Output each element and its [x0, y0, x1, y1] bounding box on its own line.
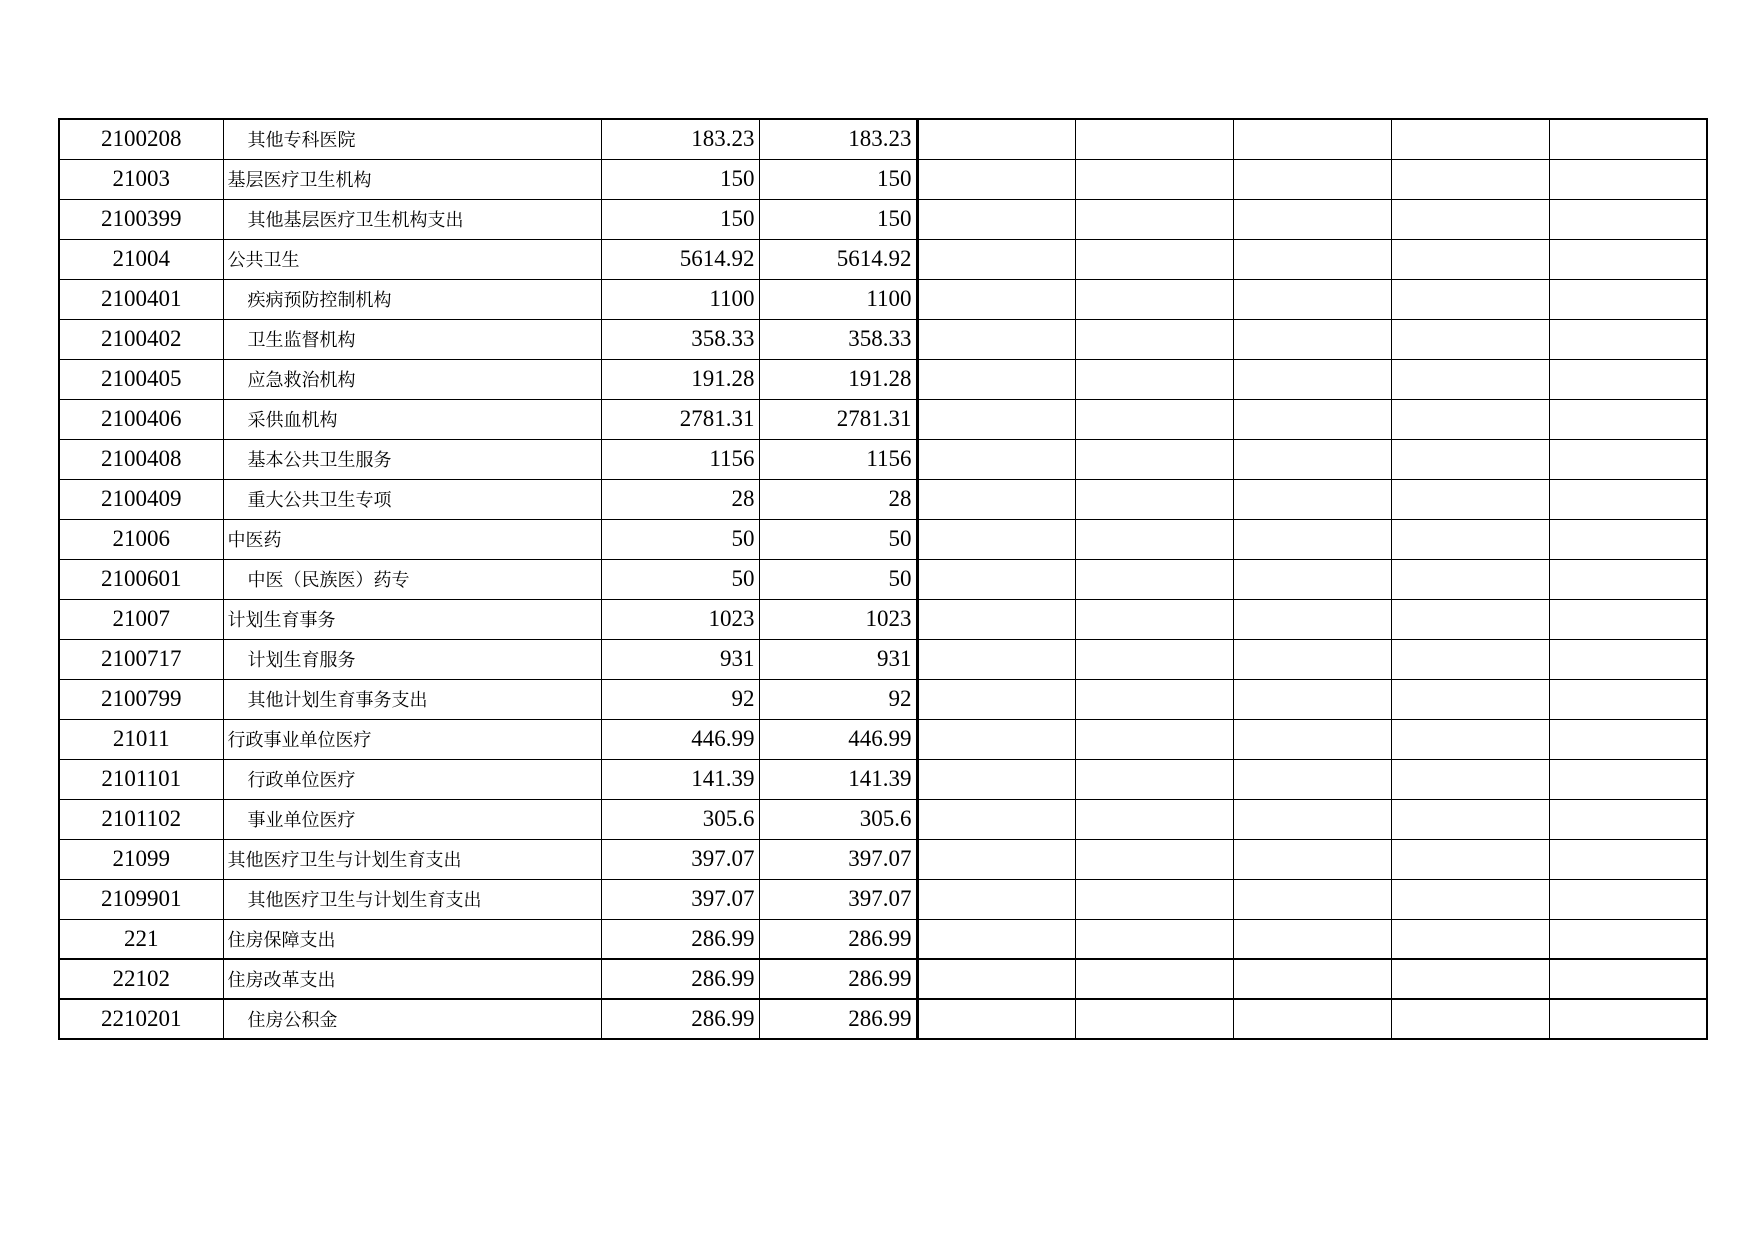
empty-cell: [917, 199, 1075, 239]
empty-cell: [1549, 839, 1707, 879]
code-cell: 2100717: [59, 639, 223, 679]
empty-cell: [917, 319, 1075, 359]
empty-cell: [1233, 879, 1391, 919]
empty-cell: [1391, 279, 1549, 319]
empty-cell: [1233, 959, 1391, 999]
empty-cell: [917, 879, 1075, 919]
empty-cell: [1075, 479, 1233, 519]
amount-cell: 183.23: [759, 119, 917, 159]
empty-cell: [1549, 919, 1707, 959]
empty-cell: [1391, 159, 1549, 199]
empty-cell: [1391, 439, 1549, 479]
empty-cell: [917, 279, 1075, 319]
amount-cell: 397.07: [601, 879, 759, 919]
empty-cell: [1233, 479, 1391, 519]
empty-cell: [1391, 319, 1549, 359]
empty-cell: [1549, 679, 1707, 719]
empty-cell: [1549, 519, 1707, 559]
empty-cell: [1075, 959, 1233, 999]
amount-cell: 931: [601, 639, 759, 679]
empty-cell: [1391, 879, 1549, 919]
empty-cell: [917, 399, 1075, 439]
table-row: [59, 599, 1707, 639]
empty-cell: [917, 999, 1075, 1039]
empty-cell: [1075, 519, 1233, 559]
amount-cell: 397.07: [601, 839, 759, 879]
empty-cell: [1075, 359, 1233, 399]
empty-cell: [1075, 199, 1233, 239]
name-cell: 基本公共卫生服务: [223, 439, 601, 479]
amount-cell: 286.99: [601, 999, 759, 1039]
table-row: [59, 519, 1707, 559]
empty-cell: [1549, 639, 1707, 679]
amount-cell: 5614.92: [601, 239, 759, 279]
empty-cell: [1549, 399, 1707, 439]
amount-cell: 141.39: [759, 759, 917, 799]
empty-cell: [917, 719, 1075, 759]
empty-cell: [917, 519, 1075, 559]
code-cell: 2100406: [59, 399, 223, 439]
table-row: [59, 759, 1707, 799]
empty-cell: [1233, 199, 1391, 239]
amount-cell: 141.39: [601, 759, 759, 799]
empty-cell: [1233, 519, 1391, 559]
code-cell: 22102: [59, 959, 223, 999]
empty-cell: [1549, 959, 1707, 999]
empty-cell: [1075, 439, 1233, 479]
name-cell: 其他医疗卫生与计划生育支出: [223, 839, 601, 879]
empty-cell: [1391, 759, 1549, 799]
empty-cell: [1075, 879, 1233, 919]
empty-cell: [917, 839, 1075, 879]
empty-cell: [1233, 279, 1391, 319]
empty-cell: [1391, 959, 1549, 999]
amount-cell: 150: [759, 199, 917, 239]
table-row: [59, 959, 1707, 999]
amount-cell: 286.99: [601, 919, 759, 959]
empty-cell: [1075, 759, 1233, 799]
empty-cell: [1549, 599, 1707, 639]
table-row: [59, 119, 1707, 159]
name-cell: 住房保障支出: [223, 919, 601, 959]
empty-cell: [1549, 559, 1707, 599]
amount-cell: 358.33: [759, 319, 917, 359]
name-cell: 公共卫生: [223, 239, 601, 279]
name-cell: 中医药: [223, 519, 601, 559]
table-row: [59, 319, 1707, 359]
name-cell: 事业单位医疗: [223, 799, 601, 839]
empty-cell: [1549, 319, 1707, 359]
empty-cell: [1075, 719, 1233, 759]
table-row: [59, 559, 1707, 599]
empty-cell: [917, 119, 1075, 159]
amount-cell: 50: [601, 519, 759, 559]
table-body: [59, 119, 1707, 1039]
empty-cell: [917, 759, 1075, 799]
table-row: [59, 359, 1707, 399]
name-cell: 卫生监督机构: [223, 319, 601, 359]
amount-cell: 50: [759, 559, 917, 599]
table-row: [59, 279, 1707, 319]
empty-cell: [1549, 999, 1707, 1039]
amount-cell: 286.99: [759, 999, 917, 1039]
code-cell: 2100409: [59, 479, 223, 519]
code-cell: 221: [59, 919, 223, 959]
amount-cell: 1156: [759, 439, 917, 479]
empty-cell: [917, 479, 1075, 519]
amount-cell: 150: [759, 159, 917, 199]
empty-cell: [1233, 759, 1391, 799]
empty-cell: [917, 239, 1075, 279]
table-row: [59, 799, 1707, 839]
amount-cell: 92: [601, 679, 759, 719]
table-row: [59, 639, 1707, 679]
amount-cell: 397.07: [759, 879, 917, 919]
name-cell: 应急救治机构: [223, 359, 601, 399]
empty-cell: [1391, 599, 1549, 639]
empty-cell: [1391, 999, 1549, 1039]
table-row: [59, 239, 1707, 279]
empty-cell: [1075, 319, 1233, 359]
amount-cell: 150: [601, 199, 759, 239]
empty-cell: [1233, 359, 1391, 399]
amount-cell: 931: [759, 639, 917, 679]
empty-cell: [1075, 119, 1233, 159]
name-cell: 行政事业单位医疗: [223, 719, 601, 759]
empty-cell: [917, 559, 1075, 599]
empty-cell: [1233, 599, 1391, 639]
amount-cell: 286.99: [759, 919, 917, 959]
empty-cell: [1233, 799, 1391, 839]
amount-cell: 1100: [759, 279, 917, 319]
table-row: [59, 719, 1707, 759]
table-row: [59, 159, 1707, 199]
empty-cell: [1233, 719, 1391, 759]
code-cell: 2100402: [59, 319, 223, 359]
empty-cell: [1549, 159, 1707, 199]
name-cell: 住房公积金: [223, 999, 601, 1039]
empty-cell: [1549, 359, 1707, 399]
amount-cell: 28: [759, 479, 917, 519]
code-cell: 2100399: [59, 199, 223, 239]
empty-cell: [1391, 199, 1549, 239]
table-row: [59, 479, 1707, 519]
empty-cell: [1549, 479, 1707, 519]
empty-cell: [1549, 799, 1707, 839]
name-cell: 行政单位医疗: [223, 759, 601, 799]
empty-cell: [1233, 839, 1391, 879]
empty-cell: [917, 359, 1075, 399]
empty-cell: [1075, 159, 1233, 199]
name-cell: 其他专科医院: [223, 119, 601, 159]
code-cell: 2101101: [59, 759, 223, 799]
name-cell: 重大公共卫生专项: [223, 479, 601, 519]
empty-cell: [1549, 119, 1707, 159]
empty-cell: [917, 159, 1075, 199]
empty-cell: [1391, 399, 1549, 439]
empty-cell: [917, 439, 1075, 479]
name-cell: 基层医疗卫生机构: [223, 159, 601, 199]
code-cell: 2210201: [59, 999, 223, 1039]
empty-cell: [1233, 439, 1391, 479]
empty-cell: [1549, 279, 1707, 319]
code-cell: 21099: [59, 839, 223, 879]
code-cell: 2109901: [59, 879, 223, 919]
empty-cell: [1391, 639, 1549, 679]
amount-cell: 358.33: [601, 319, 759, 359]
empty-cell: [1233, 639, 1391, 679]
name-cell: 采供血机构: [223, 399, 601, 439]
code-cell: 2101102: [59, 799, 223, 839]
empty-cell: [1075, 999, 1233, 1039]
budget-table: [58, 118, 1708, 1040]
empty-cell: [1391, 679, 1549, 719]
empty-cell: [1391, 919, 1549, 959]
empty-cell: [1075, 919, 1233, 959]
code-cell: 21007: [59, 599, 223, 639]
empty-cell: [1391, 239, 1549, 279]
amount-cell: 50: [601, 559, 759, 599]
code-cell: 2100799: [59, 679, 223, 719]
empty-cell: [917, 599, 1075, 639]
empty-cell: [1391, 479, 1549, 519]
amount-cell: 92: [759, 679, 917, 719]
empty-cell: [917, 799, 1075, 839]
empty-cell: [1233, 119, 1391, 159]
empty-cell: [917, 959, 1075, 999]
empty-cell: [1391, 839, 1549, 879]
empty-cell: [1233, 919, 1391, 959]
code-cell: 2100408: [59, 439, 223, 479]
amount-cell: 1156: [601, 439, 759, 479]
table-row: [59, 999, 1707, 1039]
name-cell: 其他基层医疗卫生机构支出: [223, 199, 601, 239]
empty-cell: [1075, 599, 1233, 639]
empty-cell: [1233, 159, 1391, 199]
empty-cell: [1549, 879, 1707, 919]
amount-cell: 397.07: [759, 839, 917, 879]
empty-cell: [1391, 519, 1549, 559]
name-cell: 其他医疗卫生与计划生育支出: [223, 879, 601, 919]
empty-cell: [917, 919, 1075, 959]
empty-cell: [1075, 679, 1233, 719]
amount-cell: 150: [601, 159, 759, 199]
amount-cell: 1023: [759, 599, 917, 639]
code-cell: 21011: [59, 719, 223, 759]
empty-cell: [1549, 759, 1707, 799]
empty-cell: [917, 679, 1075, 719]
empty-cell: [1075, 639, 1233, 679]
code-cell: 2100601: [59, 559, 223, 599]
amount-cell: 183.23: [601, 119, 759, 159]
empty-cell: [1391, 559, 1549, 599]
empty-cell: [1075, 279, 1233, 319]
table-row: [59, 839, 1707, 879]
empty-cell: [1549, 439, 1707, 479]
empty-cell: [1391, 119, 1549, 159]
amount-cell: 446.99: [601, 719, 759, 759]
amount-cell: 446.99: [759, 719, 917, 759]
amount-cell: 286.99: [759, 959, 917, 999]
table-row: [59, 399, 1707, 439]
empty-cell: [1075, 559, 1233, 599]
amount-cell: 191.28: [601, 359, 759, 399]
amount-cell: 1100: [601, 279, 759, 319]
amount-cell: 28: [601, 479, 759, 519]
empty-cell: [1391, 359, 1549, 399]
code-cell: 21006: [59, 519, 223, 559]
amount-cell: 5614.92: [759, 239, 917, 279]
empty-cell: [1549, 199, 1707, 239]
table-row: [59, 199, 1707, 239]
empty-cell: [1391, 719, 1549, 759]
empty-cell: [1233, 559, 1391, 599]
code-cell: 2100208: [59, 119, 223, 159]
table-row: [59, 439, 1707, 479]
empty-cell: [1075, 839, 1233, 879]
code-cell: 21004: [59, 239, 223, 279]
name-cell: 其他计划生育事务支出: [223, 679, 601, 719]
name-cell: 疾病预防控制机构: [223, 279, 601, 319]
empty-cell: [1075, 239, 1233, 279]
empty-cell: [1075, 799, 1233, 839]
empty-cell: [1233, 999, 1391, 1039]
code-cell: 2100405: [59, 359, 223, 399]
empty-cell: [1549, 239, 1707, 279]
name-cell: 住房改革支出: [223, 959, 601, 999]
name-cell: 计划生育事务: [223, 599, 601, 639]
amount-cell: 2781.31: [601, 399, 759, 439]
amount-cell: 286.99: [601, 959, 759, 999]
amount-cell: 50: [759, 519, 917, 559]
table-row: [59, 919, 1707, 959]
amount-cell: 191.28: [759, 359, 917, 399]
name-cell: 中医（民族医）药专: [223, 559, 601, 599]
code-cell: 2100401: [59, 279, 223, 319]
table-row: [59, 879, 1707, 919]
amount-cell: 305.6: [601, 799, 759, 839]
empty-cell: [1233, 679, 1391, 719]
empty-cell: [1391, 799, 1549, 839]
empty-cell: [1549, 719, 1707, 759]
amount-cell: 305.6: [759, 799, 917, 839]
table-row: [59, 679, 1707, 719]
name-cell: 计划生育服务: [223, 639, 601, 679]
empty-cell: [917, 639, 1075, 679]
code-cell: 21003: [59, 159, 223, 199]
empty-cell: [1233, 239, 1391, 279]
empty-cell: [1075, 399, 1233, 439]
empty-cell: [1233, 319, 1391, 359]
amount-cell: 1023: [601, 599, 759, 639]
empty-cell: [1233, 399, 1391, 439]
amount-cell: 2781.31: [759, 399, 917, 439]
